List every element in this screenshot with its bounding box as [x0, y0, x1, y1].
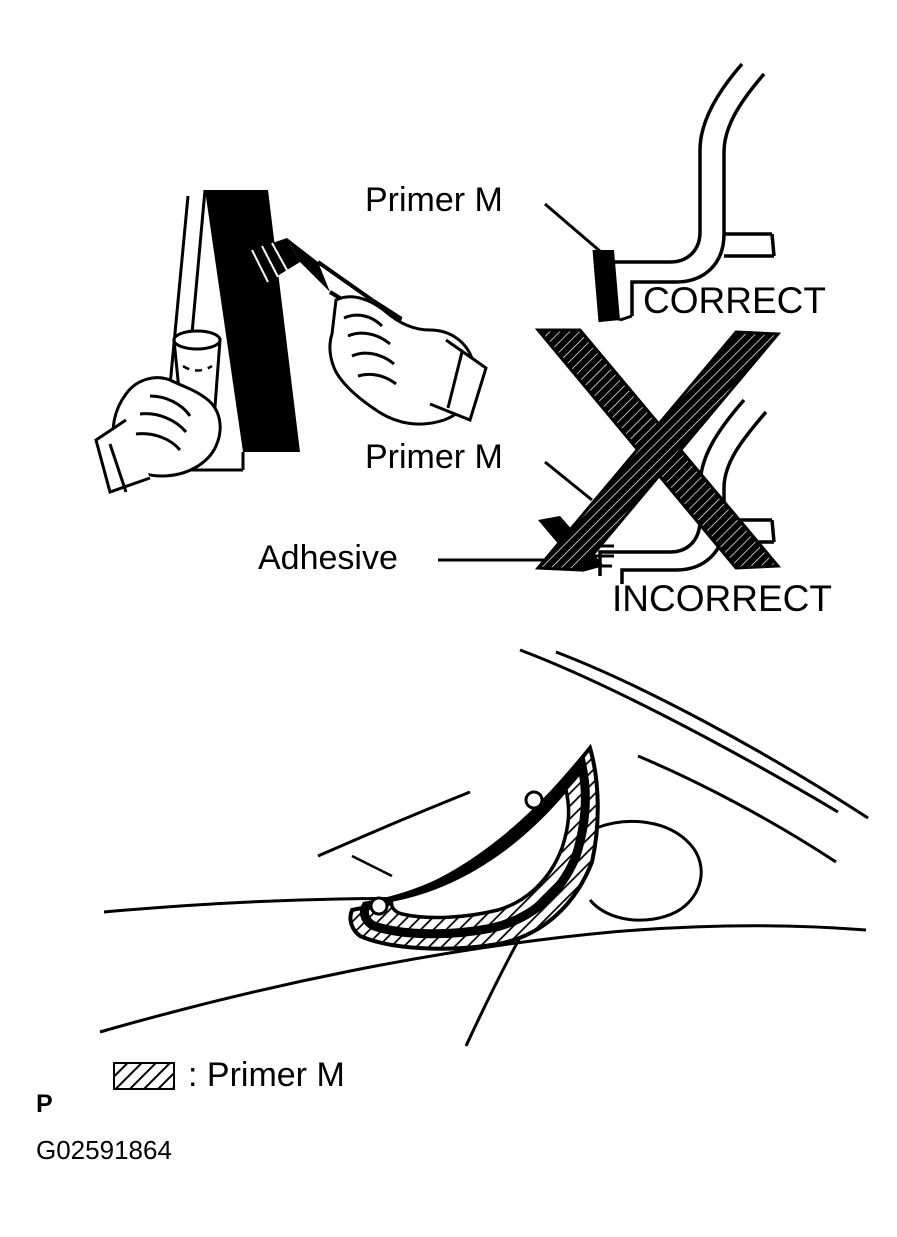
legend-label-primer-m: : Primer M	[188, 1056, 345, 1094]
legend-hatch-swatch	[113, 1062, 175, 1090]
label-correct: CORRECT	[643, 280, 826, 321]
label-adhesive: Adhesive	[258, 539, 398, 577]
figure-code: G02591864	[36, 1135, 172, 1165]
label-primer-m-correct: Primer M	[365, 181, 503, 219]
page-marker: P	[36, 1090, 53, 1118]
label-incorrect: INCORRECT	[612, 578, 832, 619]
panel-quarter-window-view	[100, 650, 868, 1046]
label-primer-m-incorrect: Primer M	[365, 438, 503, 476]
